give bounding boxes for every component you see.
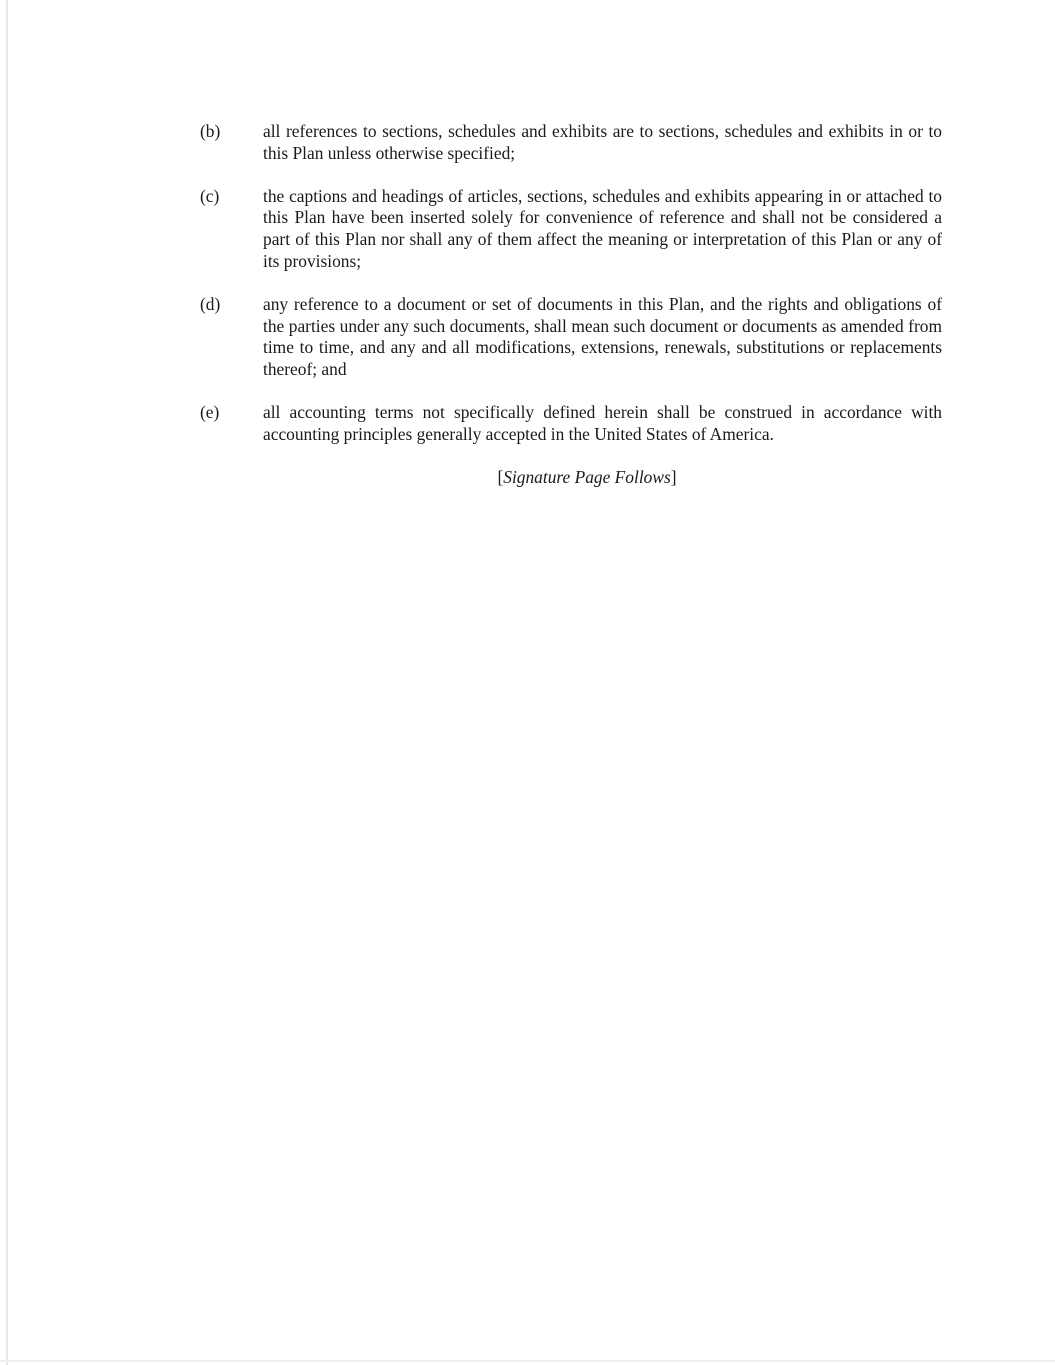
clause-text: any reference to a document or set of documents in this Plan, and the rights and obligations of the parties under any such documents, shall mean such document or documents as amended from time to time, and any and all modifications, extensions, renewals, substitutions or replacements thereof; and bbox=[263, 293, 942, 380]
clause-marker: (b) bbox=[200, 121, 221, 141]
clause-marker: (e) bbox=[200, 401, 220, 422]
clause-e bbox=[200, 402, 942, 446]
clause-text: all accounting terms not specifically defined herein shall be construed in accordance with accounting principles generally accepted in the United States of America. bbox=[263, 401, 942, 444]
clause-text: all references to sections, schedules and exhibits are to sections, schedules and exhibits in or to this Plan unless otherwise specified; bbox=[263, 121, 942, 163]
clause-b bbox=[200, 121, 942, 165]
signature-page-note bbox=[200, 467, 942, 489]
scan-edge-bottom bbox=[0, 1360, 1055, 1362]
signature-note-text: Signature Page Follows bbox=[503, 466, 671, 487]
open-bracket: [ bbox=[497, 466, 504, 487]
document-body bbox=[200, 121, 942, 488]
close-bracket: ] bbox=[670, 466, 677, 487]
clause-text: the captions and headings of articles, sections, schedules and exhibits appearing in or attached to this Plan have been inserted solely for convenience of reference and shall not be considered a part of this Plan nor shall any of them affect the meaning or interpretation of this Plan or any of its provisions; bbox=[263, 185, 942, 271]
scan-edge-left bbox=[6, 0, 8, 1365]
clause-marker: (d) bbox=[200, 293, 221, 314]
clause-d bbox=[200, 294, 942, 381]
clause-c bbox=[200, 186, 942, 273]
clause-marker: (c) bbox=[200, 185, 220, 206]
